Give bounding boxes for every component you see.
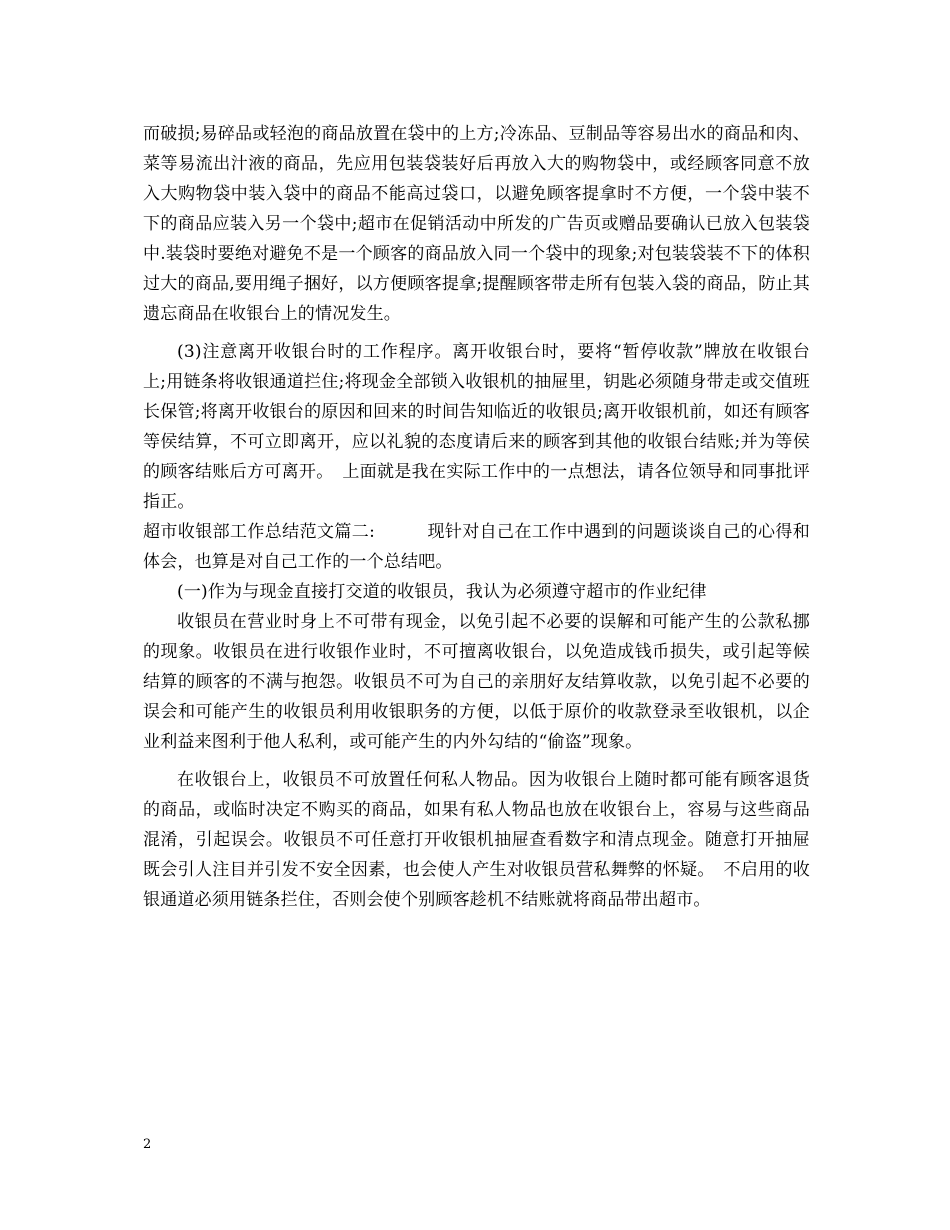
paragraph-leaving-counter: (3)注意离开收银台时的工作程序。离开收银台时，要将“暂停收款”牌放在收银台上;用链条将收银通道拦住;将现金全部锁入收银机的抽屉里，钥匙必须随身带走或交值班长保管;将离开收银台的原因和回来的时间告知临近的收银员;离开收银机前，如还有顾客等侯结算，不可立即离开，应以礼貌的态度请后来的顾客到其他的收银台结账;并为等侯的顾客结账后方可离开。 上面就是我在实际工作中的一点想法，请各位领导和同事批评指正。	[143, 342, 810, 512]
paragraph-bagging-rules: 而破损;易碎品或轻泡的商品放置在袋中的上方;冷冻品、豆制品等容易出水的商品和肉、菜等易流出汁液的商品，先应用包装袋装好后再放入大的购物袋中，或经顾客同意不放入大购物袋中装入袋中的商品不能高过袋口，以避免顾客提拿时不方便，一个袋中装不下的商品应装入另一个袋中;超市在促销活动中所发的广告页或赠品要确认已放入包装袋中.装袋时要绝对避免不是一个顾客的商品放入同一个袋中的现象;对包装袋装不下的体积过大的商品,要用绳子捆好，以方便顾客提拿;提醒顾客带走所有包装入袋的商品，防止其遗忘商品在收银台上的情况发生。	[143, 124, 810, 324]
page-number: 2	[143, 1137, 152, 1152]
paragraph-article-two-intro: 超市收银部工作总结范文篇二: 现针对自己在工作中遇到的问题谈谈自己的心得和体会，也算是对自己工作的一个总结吧。	[143, 522, 810, 572]
paragraph-personal-items: 在收银台上，收银员不可放置任何私人物品。因为收银台上随时都可能有顾客退货的商品，或临时决定不购买的商品，如果有私人物品也放在收银台上，容易与这些商品混淆，引起误会。收银员不可任意打开收银机抽屉查看数字和清点现金。随意打开抽屉既会引人注目并引发不安全因素，也会使人产生对收银员营私舞弊的怀疑。 不启用的收银通道必须用链条拦住，否则会使个别顾客趁机不结账就将商品带出超市。	[143, 770, 810, 910]
paragraph-cash-discipline: 收银员在营业时身上不可带有现金，以免引起不必要的误解和可能产生的公款私挪的现象。收银员在进行收银作业时，不可擅离收银台，以免造成钱币损失，或引起等候结算的顾客的不满与抱怨。收银员不可为自己的亲朋好友结算收款，以免引起不必要的误会和可能产生的收银员利用收银职务的方便，以低于原价的收款登录至收银机，以企业利益来图利于他人私利，或可能产生的内外勾结的“偷盗”现象。	[143, 612, 810, 752]
document-body	[143, 119, 810, 915]
paragraph-section-heading: (一)作为与现金直接打交道的收银员，我认为必须遵守超市的作业纪律	[177, 582, 707, 602]
